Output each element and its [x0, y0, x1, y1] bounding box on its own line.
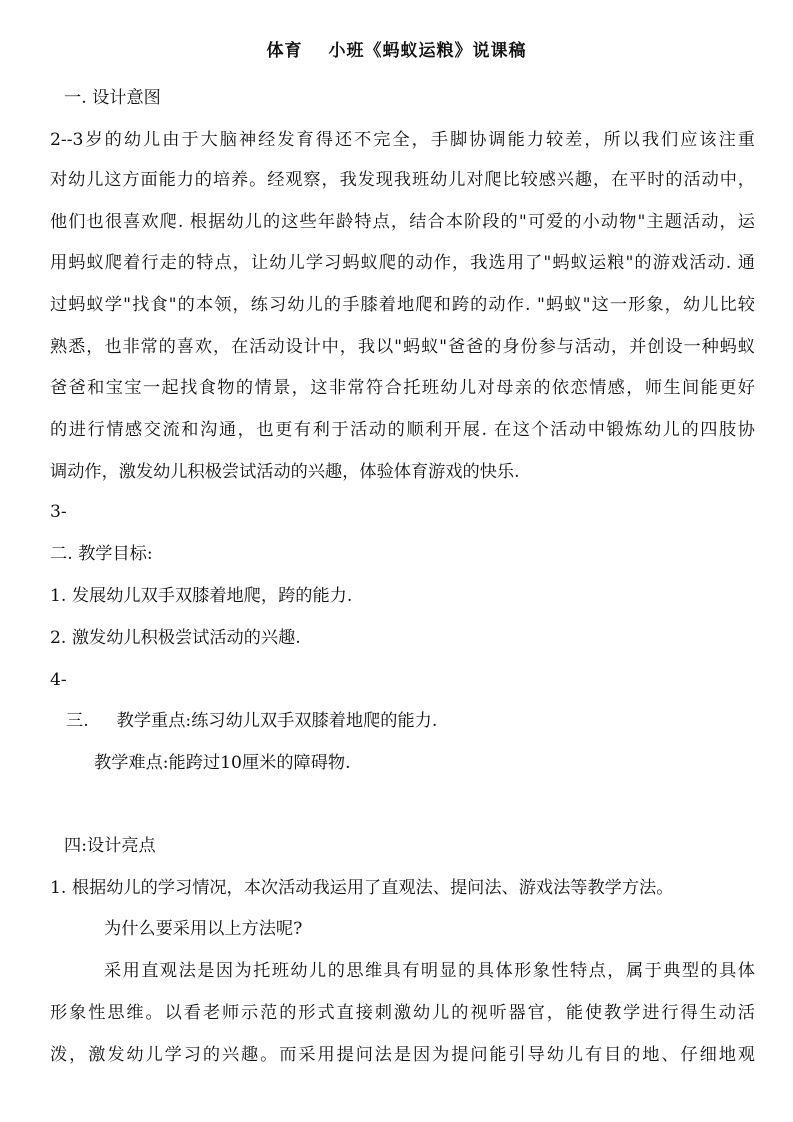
- section4-heading: 四:设计亮点: [64, 836, 156, 856]
- section4-question: 为什么要采用以上方法呢?: [104, 919, 303, 939]
- title-main: 小班《蚂蚁运粮》说课稿: [328, 41, 527, 61]
- section3-key-point: 教学重点:练习幼儿双手双膝着地爬的能力.: [116, 711, 438, 731]
- document-title: [0, 36, 793, 61]
- marker-4: 4-: [50, 670, 67, 690]
- section1-heading: 一. 设计意图: [64, 88, 161, 108]
- section1-line-9: 调动作，激发幼儿积极尝试活动的兴趣，体验体育游戏的快乐.: [50, 462, 520, 482]
- section2-item-2: 2. 激发幼儿积极尝试活动的兴趣.: [50, 628, 301, 648]
- section1-line-2: 对幼儿这方面能力的培养。经观察，我发现我班幼儿对爬比较感兴趣，在平时的活动中，: [50, 170, 755, 190]
- section2-heading: 二. 教学目标:: [50, 544, 153, 564]
- section3-number: 三.: [66, 711, 89, 731]
- section1-line-5: 过蚂蚁学"找食"的本领，练习幼儿的手膝着地爬和跨的动作. "蚂蚁"这一形象，幼儿比较: [50, 295, 755, 315]
- section4-item-1: 1. 根据幼儿的学习情况，本次活动我运用了直观法、提问法、游戏法等教学方法。: [50, 878, 674, 898]
- section3-difficulty: 教学难点:能跨过10厘米的障碍物.: [94, 753, 351, 773]
- marker-3: 3-: [50, 502, 67, 522]
- section3-line-1: [66, 711, 771, 731]
- section4-para-line-2: 形象性思维。以看老师示范的形式直接刺激幼儿的视听器官，能使教学进行得生动活: [50, 1003, 755, 1023]
- section1-line-1: 2--3岁的幼儿由于大脑神经发育得还不完全，手脚协调能力较差，所以我们应该注重: [50, 130, 755, 150]
- section1-line-8: 的进行情感交流和沟通，也更有利于活动的顺利开展. 在这个活动中锻炼幼儿的四肢协: [50, 420, 755, 440]
- section1-line-4: 用蚂蚁爬着行走的特点，让幼儿学习蚂蚁爬的动作，我选用了"蚂蚁运粮"的游戏活动. 通: [50, 253, 755, 273]
- section4-para-line-1: 采用直观法是因为托班幼儿的思维具有明显的具体形象性特点，属于典型的具体: [104, 961, 755, 981]
- section1-line-7: 爸爸和宝宝一起找食物的情景，这非常符合托班幼儿对母亲的依恋情感，师生间能更好: [50, 378, 755, 398]
- section2-item-1: 1. 发展幼儿双手双膝着地爬，跨的能力.: [50, 586, 353, 606]
- title-subject: 体育: [266, 41, 303, 61]
- section4-para-line-3: 泼，激发幼儿学习的兴趣。而采用提问法是因为提问能引导幼儿有目的地、仔细地观: [50, 1045, 755, 1065]
- section1-line-3: 他们也很喜欢爬. 根据幼儿的这些年龄特点，结合本阶段的"可爱的小动物"主题活动，运: [50, 212, 755, 232]
- section1-line-6: 熟悉，也非常的喜欢，在活动设计中，我以"蚂蚁"爸爸的身份参与活动，并创设一种蚂蚁: [50, 337, 755, 357]
